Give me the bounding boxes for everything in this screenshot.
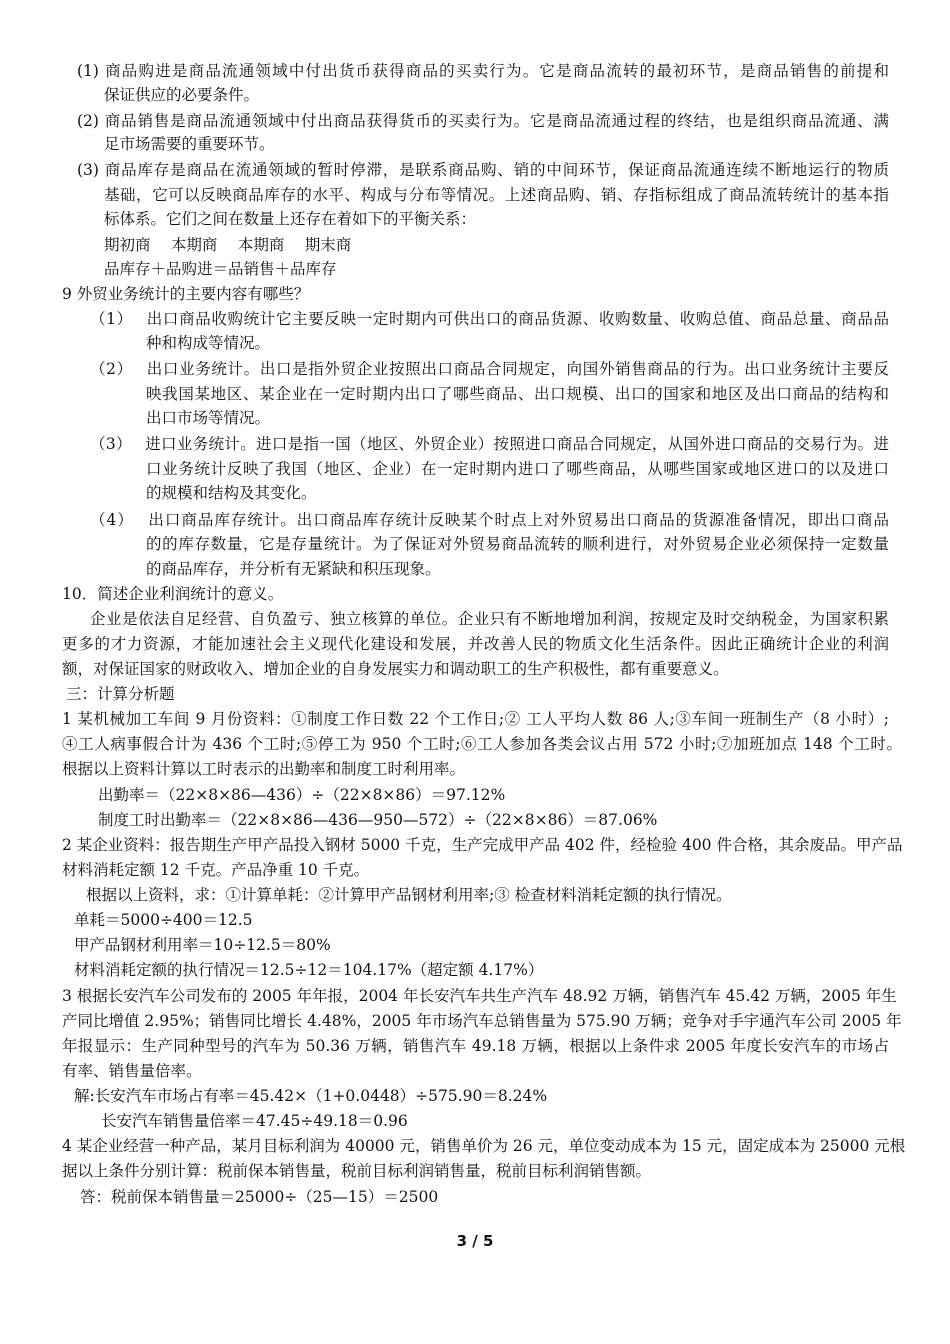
text-line: 材料消耗定额 12 千克。产品净重 10 千克。 xyxy=(62,861,370,879)
text-line: (3) 商品库存是商品在流通领域的暂时停滞，是联系商品购、销的中间环节，保证商品流通连续不断地运行的物质 xyxy=(77,161,889,179)
text-line: 品库存＋品购进＝品销售＋品库存 xyxy=(104,260,337,278)
formula-line: 解:长安汽车市场占有率＝45.42×（1+0.0448）÷575.90＝8.24% xyxy=(74,1087,548,1105)
text-line: 的的库存数量，它是存量统计。为了保证对外贸易商品流转的顺利进行，对外贸易企业必须保持一定数量 xyxy=(146,535,889,553)
text-line: 2 某企业资料：报告期生产甲产品投入钢材 5000 千克，生产完成甲产品 402 件，经检验 400 件合格，其余废品。甲产品 xyxy=(62,836,903,854)
formula-line: 甲产品钢材利用率＝10÷12.5＝80% xyxy=(74,936,331,954)
formula-line: 答：税前保本销售量＝25000÷（25—15）＝2500 xyxy=(80,1188,439,1206)
text-line: 映我国某地区、某企业在一定时期内出口了哪些商品、出口规模、出口的国家和地区及出口商品的结构和 xyxy=(146,385,889,403)
section-heading: 9 外贸业务统计的主要内容有哪些？ xyxy=(62,285,310,303)
text-line: 期初商 本期商 本期商 期末商 xyxy=(104,236,352,254)
text-line: 企业是依法自足经营、自负盈亏、独立核算的单位。企业只有不断地增加利润，按规定及时交纳税金，为国家积累 xyxy=(90,610,889,628)
text-line: 出口市场等情况。 xyxy=(146,409,271,427)
section-heading: 三：计算分析题 xyxy=(66,685,175,703)
text-line: 根据以上资料计算以工时表示的出勤率和制度工时利用率。 xyxy=(62,760,466,778)
text-line: 4 某企业经营一种产品，某月目标利润为 40000 元，销售单价为 26 元，单位变动成本为 15 元，固定成本为 25000 元根 xyxy=(62,1137,906,1155)
text-line: 据以上条件分别计算：税前保本销售量，税前目标利润销售量，税前目标利润销售额。 xyxy=(62,1162,652,1180)
formula-line: 制度工时出勤率＝（22×8×86—436—950—572）÷（22×8×86）＝87.06% xyxy=(98,811,658,829)
text-line: 有率、销售量倍率。 xyxy=(62,1062,202,1080)
formula-line: 出勤率＝（22×8×86—436）÷（22×8×86）＝97.12% xyxy=(98,786,506,804)
text-line: 更多的才力资源，才能加速社会主义现代化建设和发展，并改善人民的物质文化生活条件。因此正确统计企业的利润 xyxy=(62,635,889,653)
text-line: 3 根据长安汽车公司发布的 2005 年年报，2004 年长安汽车共生产汽车 48.92 万辆，销售汽车 45.42 万辆，2005 年生 xyxy=(62,987,897,1005)
text-line: 的商品库存，并分析有无紧缺和积压现象。 xyxy=(146,560,441,578)
text-line: （2） 出口业务统计。出口是指外贸企业按照出口商品合同规定，向国外销售商品的行为。出口业务统计主要反 xyxy=(90,360,889,378)
formula-line: 单耗＝5000÷400＝12.5 xyxy=(74,911,253,929)
section-heading: 10．简述企业利润统计的意义。 xyxy=(62,585,284,603)
text-line: 的规模和结构及其变化。 xyxy=(146,484,317,502)
text-line: 足市场需要的重要环节。 xyxy=(104,135,275,153)
text-line: （1） 出口商品收购统计它主要反映一定时期内可供出口的商品货源、收购数量、收购总值、商品总量、商品品 xyxy=(90,310,889,328)
page-number: 3 / 5 xyxy=(456,1232,494,1250)
text-line: 基础，它可以反映商品库存的水平、构成与分布等情况。上述商品购、销、存指标组成了商品流转统计的基本指 xyxy=(104,186,889,204)
formula-line: 材料消耗定额的执行情况＝12.5÷12＝104.17%（超定额 4.17%） xyxy=(74,961,544,979)
text-line: 口业务统计反映了我国（地区、企业）在一定时期内进口了哪些商品，从哪些国家或地区进口的以及进口 xyxy=(146,460,889,478)
text-line: 保证供应的必要条件。 xyxy=(104,86,260,104)
text-line: 年报显示：生产同种型号的汽车为 50.36 万辆，销售汽车 49.18 万辆，根据以上条件求 2005 年度长安汽车的市场占 xyxy=(62,1037,889,1055)
text-line: (2) 商品销售是商品流通领域中付出商品获得货币的买卖行为。它是商品流通过程的终结，也是组织商品流通、满 xyxy=(77,112,889,130)
text-line: （3） 进口业务统计。进口是指一国（地区、外贸企业）按照进口商品合同规定，从国外进口商品的交易行为。进 xyxy=(90,435,889,453)
text-line: （4） 出口商品库存统计。出口商品库存统计反映某个时点上对外贸易出口商品的货源准备情况，即出口商品 xyxy=(90,511,889,529)
text-line: 标体系。它们之间在数量上还存在着如下的平衡关系： xyxy=(104,210,477,228)
text-line: 种和构成等情况。 xyxy=(146,334,271,352)
text-line: 1 某机械加工车间 9 月份资料：①制度工作日数 22 个工作日;② 工人平均人数 86 人;③车间一班制生产（8 小时）; xyxy=(62,710,889,728)
text-line: 根据以上资料，求：①计算单耗：②计算甲产品钢材利用率;③ 检查材料消耗定额的执行情况。 xyxy=(86,886,732,904)
text-line: (1) 商品购进是商品流通领域中付出货币获得商品的买卖行为。它是商品流转的最初环节，是商品销售的前提和 xyxy=(77,62,889,80)
text-line: 产同比增值 2.95%；销售同比增长 4.48%，2005 年市场汽车总销售量为 575.90 万辆；竞争对手宇通汽车公司 2005 年 xyxy=(62,1012,902,1030)
text-line: 额，对保证国家的财政收入、增加企业的自身发展实力和调动职工的生产积极性，都有重要意义。 xyxy=(62,660,729,678)
text-line: ④工人病事假合计为 436 个工时;⑤停工为 950 个工时;⑥工人参加各类会议占用 572 小时;⑦加班加点 148 个工时。 xyxy=(62,735,902,753)
formula-line: 长安汽车销售量倍率＝47.45÷49.18＝0.96 xyxy=(101,1112,408,1130)
